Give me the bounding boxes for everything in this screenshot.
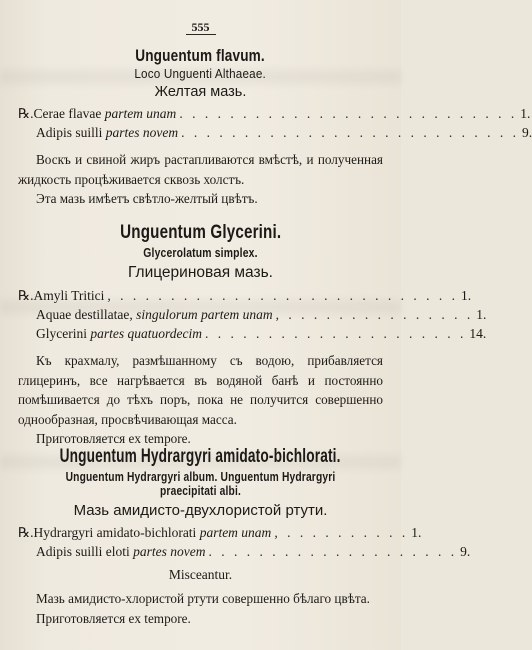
ingredient-quantity: singulorum partem unam [136,307,273,322]
russian-title: Мазь амидисто-двухлористой ртути. [73,502,328,519]
rx-symbol: ℞. [18,106,34,121]
recipe-line [18,326,487,345]
leader-dots: , . . . . . . . . . . . . . . . . . . . . . . . . . . . [107,288,459,303]
section-body [18,589,383,628]
ingredient: Glycerini [36,326,91,341]
ingredient-amount: 9. [460,544,471,559]
leader-dots: . . . . . . . . . . . . . . . . . . . . . . . . . . . [181,125,519,140]
paragraph: Къ крахмалу, размѣшанному съ водою, прибавляется глицеринъ, все нагрѣвается въ водяной банѣ и постоянно помѣшивается до тѣхъ поръ, пока не получится совершенно однообразная, просвѣчивающая масса. [18,353,383,427]
leader-dots: . . . . . . . . . . . . . . . . . . . . . . . . . . . [179,106,518,121]
ingredient-quantity: partes novem [105,125,179,140]
section-title: Unguentum Glycerini. [119,222,282,243]
recipe-line [18,544,471,563]
ingredient-amount: 1. [476,307,487,322]
section-title: Unguentum Hydrargyri amidato-bichlorati. [60,446,341,467]
recipe [18,288,487,345]
section-unguentum-hydrargyri [18,446,471,628]
section-subtitle: Glycerolatum simplex. [143,245,258,260]
recipe [18,525,471,563]
leader-dots: . . . . . . . . . . . . . . . . . . . . . [204,326,467,341]
ingredient: Amyli Tritici [33,288,105,303]
leader-dots: , . . . . . . . . . . [274,525,409,540]
ingredient-amount: 1. [461,288,472,303]
ingredient: Adipis suilli eloti [36,544,134,559]
leader-dots: , . . . . . . . . . . . . . . . [275,307,474,322]
leader-dots: . . . . . . . . . . . . . . . . . . . . [208,544,458,559]
paragraph: Воскъ и свиной жиръ растапливаются вмѣстѣ, и полученная жидкость процѣживается сквозь холстъ. [18,152,383,187]
section-unguentum-glycerini [18,222,487,449]
section-unguentum-flavum [18,46,532,209]
recipe-line [18,307,487,326]
recipe-line [18,288,472,307]
paragraph: Эта мазь имѣетъ свѣтло-желтый цвѣтъ. [36,191,258,206]
page-number-underline [186,34,216,35]
page-number: 555 [191,20,210,34]
rx-symbol: ℞. [18,525,34,540]
recipe-line [18,106,531,125]
paragraph: Приготовляется ex tempore. [36,610,191,626]
ingredient: Cerae flavae [33,106,105,121]
russian-title: Желтая мазь. [154,84,247,100]
recipe-line [18,525,422,544]
recipe [18,106,532,144]
paragraph: Мазь амидисто-хлористой ртути совершенно бѣлаго цвѣта. [36,591,370,606]
ingredient: Hydrargyri amidato-bichlorati [33,525,200,540]
section-subtitle: Loco Unguenti Althaeae. [134,66,267,81]
misceantur: Misceantur. [168,567,233,582]
ingredient-quantity: partes novem [133,544,206,559]
recipe-line [18,125,532,144]
ingredient-amount: 14. [469,326,487,341]
rx-symbol: ℞. [18,288,34,303]
section-body [18,351,383,449]
ingredient-amount: 1. [520,106,531,121]
section-subtitle: Unguentum Hydrargyri album. Unguentum Hydrargyri praecipitati albi. [65,470,336,498]
section-title: Unguentum flavum. [135,46,266,65]
ingredient-quantity: partem unam [199,525,272,540]
ingredient-quantity: partes quatuordecim [90,326,202,341]
section-body [18,150,383,209]
ingredient-amount: 9. [522,125,532,140]
paragraph: Приготовляется ex tempore. [36,431,191,446]
ingredient: Adipis suilli [36,125,106,140]
russian-title: Глицериновая мазь. [128,264,273,281]
ingredient: Aquae destillatae, [36,307,137,322]
ingredient-quantity: partem unam [104,106,177,121]
ingredient-amount: 1. [411,525,422,540]
